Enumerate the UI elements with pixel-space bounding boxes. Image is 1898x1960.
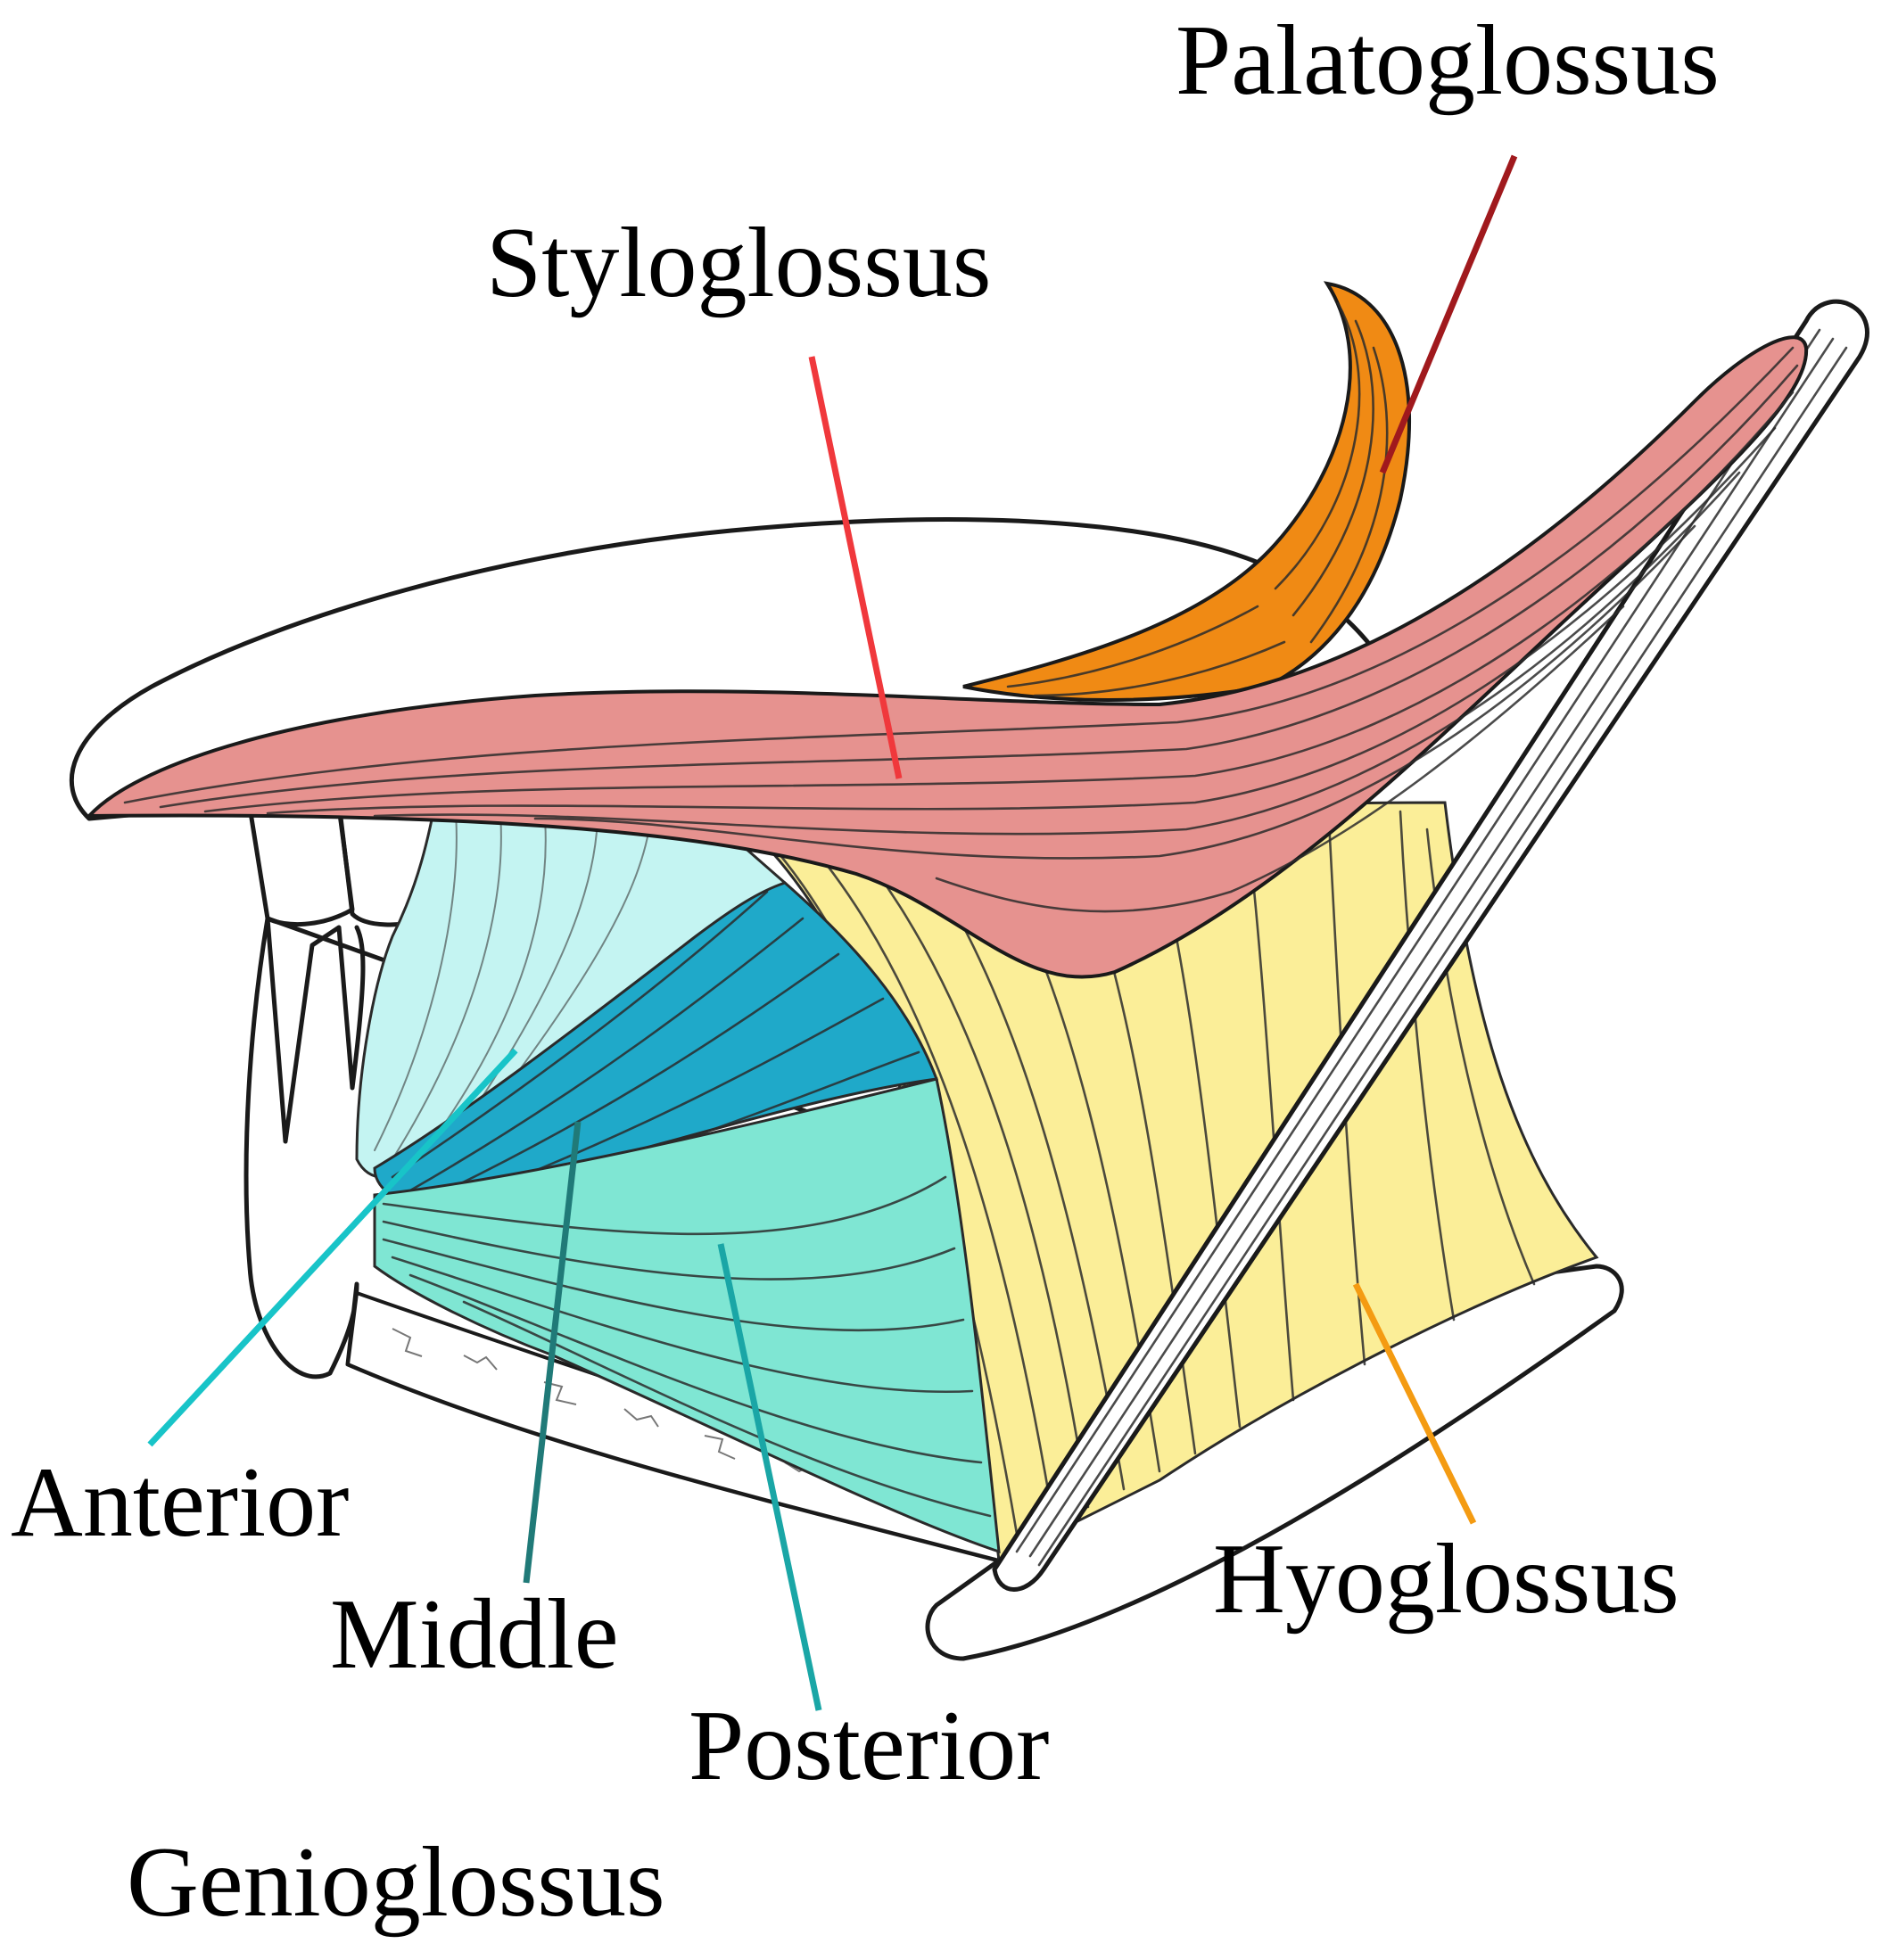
label-middle: Middle — [330, 1579, 619, 1690]
leader-palatoglossus — [1382, 156, 1514, 473]
label-genioglossus: Genioglossus — [127, 1827, 665, 1938]
label-posterior: Posterior — [689, 1691, 1050, 1801]
label-hyoglossus: Hyoglossus — [1213, 1524, 1679, 1635]
label-anterior: Anterior — [11, 1447, 350, 1558]
label-palatoglossus: Palatoglossus — [1176, 5, 1720, 116]
label-styloglossus: Styloglossus — [486, 208, 992, 318]
palatoglossus-muscle — [963, 284, 1409, 700]
